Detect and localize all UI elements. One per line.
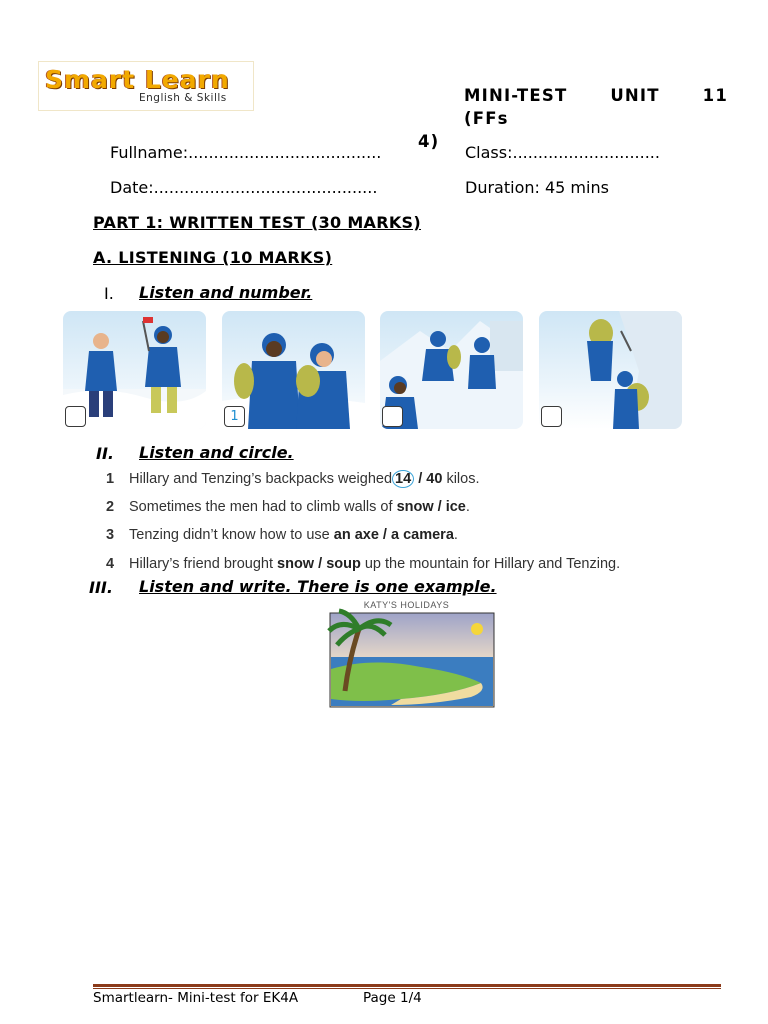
item-text-end: kilos. — [442, 471, 480, 487]
footer-page-number: Page 1/4 — [363, 990, 422, 1006]
option-1[interactable]: snow — [396, 499, 434, 515]
exercise1-number: I. — [104, 284, 114, 303]
option-1[interactable]: an axe — [333, 527, 379, 543]
item-number: 4 — [106, 556, 115, 572]
answer-box-2[interactable]: 1 — [224, 406, 245, 427]
item-number: 3 — [106, 527, 115, 543]
item-text-end: . — [465, 499, 470, 515]
exercise3-number: III. — [89, 578, 113, 597]
beach-scene-illustration — [311, 599, 502, 710]
circle-item — [100, 470, 480, 488]
option-separator: / — [433, 499, 446, 515]
answer-box-1[interactable] — [65, 406, 86, 427]
answer-box-3[interactable] — [382, 406, 403, 427]
option-2[interactable]: soup — [326, 556, 361, 572]
test-title-line1: MINI-TEST UNIT 11 (FFs — [464, 86, 728, 128]
item-text: Hillary and Tenzing’s backpacks weighed — [129, 471, 393, 487]
item-text-end: . — [453, 527, 458, 543]
answer-box-4[interactable] — [541, 406, 562, 427]
fullname-field: Fullname:...................................... — [110, 143, 382, 162]
option-separator: / — [414, 471, 427, 487]
exercise3-title: Listen and write. There is one example. — [139, 577, 497, 596]
date-field: Date:............................................ — [110, 178, 378, 197]
part1-heading: PART 1: WRITTEN TEST (30 MARKS) — [93, 213, 421, 232]
class-field: Class:............................. — [465, 143, 660, 162]
circle-item — [100, 556, 620, 572]
smart-learn-logo — [38, 61, 254, 111]
footer-left-text: Smartlearn- Mini-test for EK4A — [93, 990, 299, 1006]
option-2[interactable]: a camera — [391, 527, 454, 543]
duration-field: Duration: 45 mins — [465, 178, 609, 197]
item-text: Sometimes the men had to climb walls of — [129, 499, 397, 515]
exercise2-title: Listen and circle. — [139, 443, 294, 462]
katys-holidays-picture — [311, 599, 502, 710]
logo-subtitle: English & Skills — [139, 92, 227, 104]
item-number: 1 — [106, 471, 115, 487]
circle-item — [100, 499, 470, 515]
picture-label: KATY'S HOLIDAYS — [363, 600, 450, 610]
circle-item — [100, 527, 458, 543]
exercise2-number: II. — [96, 444, 114, 463]
item-text-end: up the mountain for Hillary and Tenzing. — [360, 556, 621, 572]
test-title-line2: 4) — [418, 132, 440, 151]
picture-4 — [539, 311, 682, 429]
picture-2 — [222, 311, 365, 429]
item-text: Tenzing didn’t know how to use — [129, 527, 334, 543]
option-2[interactable]: 40 — [426, 471, 443, 487]
option-2[interactable]: ice — [445, 499, 466, 515]
section-a-heading: A. LISTENING (10 MARKS) — [93, 248, 333, 267]
footer-rule — [93, 984, 721, 987]
logo-main-text: Smart Learn — [45, 65, 230, 94]
picture-3 — [380, 311, 523, 429]
exercise1-title: Listen and number. — [139, 283, 313, 302]
option-separator: / — [314, 556, 327, 572]
item-text: Hillary’s friend brought — [129, 556, 278, 572]
footer-rule-thin — [93, 988, 721, 989]
option-circled[interactable]: 14 — [392, 470, 414, 488]
picture-1 — [63, 311, 206, 429]
option-separator: / — [378, 527, 391, 543]
option-1[interactable]: snow — [277, 556, 315, 572]
item-number: 2 — [106, 499, 115, 515]
